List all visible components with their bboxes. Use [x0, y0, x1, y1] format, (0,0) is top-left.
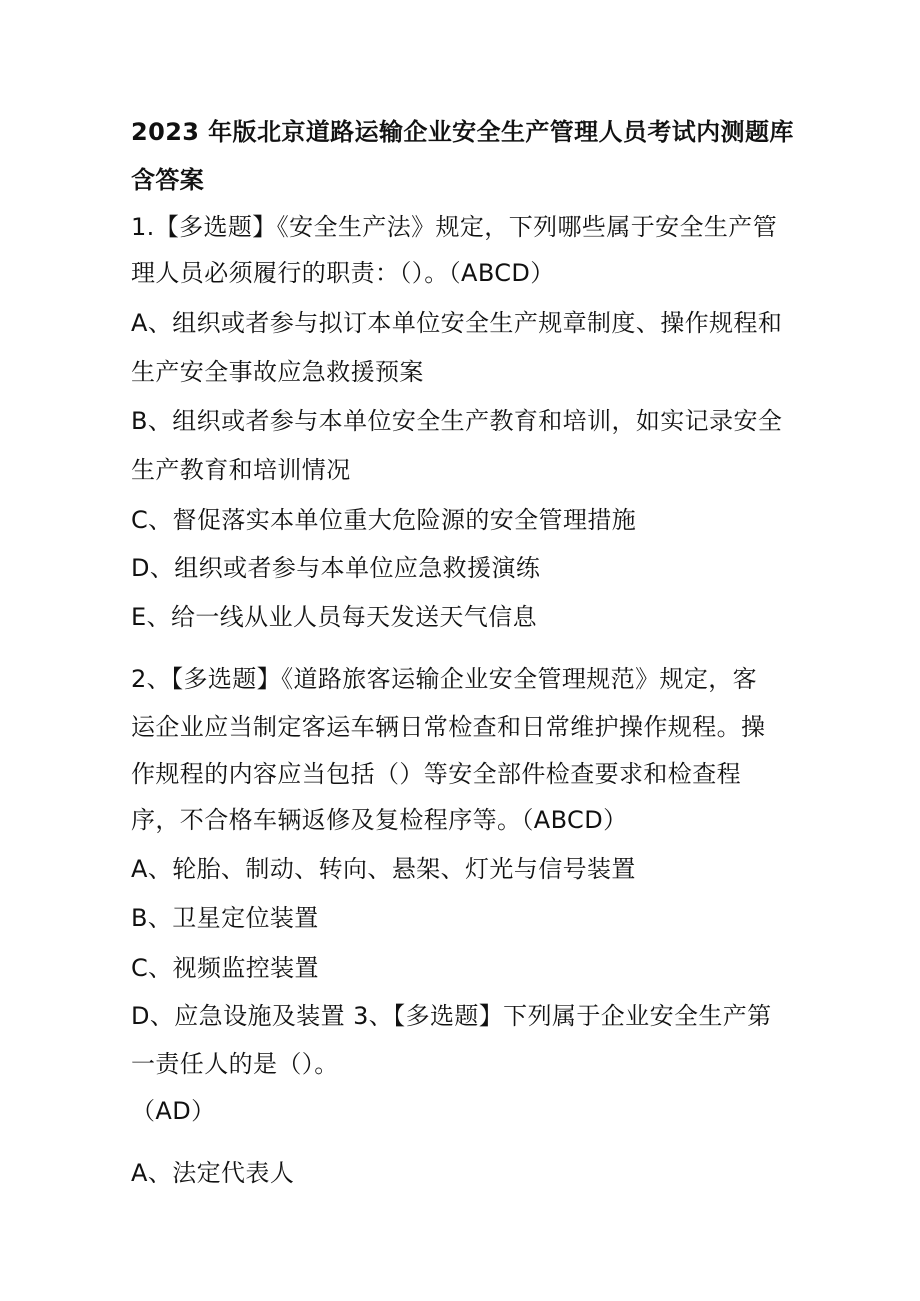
- q3-stem-line-2: 一责任人的是（）。: [131, 1050, 339, 1078]
- q2-option-b: B、卫星定位装置: [131, 904, 319, 932]
- q2-stem-line-4: 序，不合格车辆返修及复检程序等。（ABCD）: [131, 806, 628, 834]
- q2-option-a: A、轮胎、制动、转向、悬架、灯光与信号装置: [131, 855, 636, 883]
- q3-answer: （AD）: [131, 1097, 216, 1125]
- q1-option-d: D、组织或者参与本单位应急救援演练: [131, 554, 541, 582]
- document-title-line-1: 2023 年版北京道路运输企业安全生产管理人员考试内测题库: [131, 118, 794, 146]
- q2-stem-line-2: 运企业应当制定客运车辆日常检查和日常维护操作规程。操: [131, 713, 766, 741]
- q1-option-b-line-1: B、组织或者参与本单位安全生产教育和培训，如实记录安全: [131, 407, 783, 435]
- q3-option-a: A、法定代表人: [131, 1159, 295, 1187]
- q1-option-a-line-2: 生产安全事故应急救援预案: [131, 358, 424, 386]
- q1-option-c: C、督促落实本单位重大危险源的安全管理措施: [131, 506, 637, 534]
- q1-stem-line-1: 1.【多选题】《安全生产法》规定，下列哪些属于安全生产管: [131, 213, 778, 241]
- q1-option-a-line-1: A、组织或者参与拟订本单位安全生产规章制度、操作规程和: [131, 309, 783, 337]
- q1-option-e: E、给一线从业人员每天发送天气信息: [131, 603, 537, 631]
- q1-option-b-line-2: 生产教育和培训情况: [131, 456, 351, 484]
- q2-stem-line-1: 2、【多选题】《道路旅客运输企业安全管理规范》规定，客: [131, 665, 758, 693]
- document-title-line-2: 含答案: [131, 166, 205, 194]
- q2-stem-line-3: 作规程的内容应当包括（）等安全部件检查要求和检查程: [131, 760, 741, 788]
- q2-option-d-and-q3-stem: D、应急设施及装置 3、【多选题】下列属于企业安全生产第: [131, 1002, 772, 1030]
- q1-stem-line-2: 理人员必须履行的职责：（）。（ABCD）: [131, 259, 555, 287]
- q2-option-c: C、视频监控装置: [131, 954, 319, 982]
